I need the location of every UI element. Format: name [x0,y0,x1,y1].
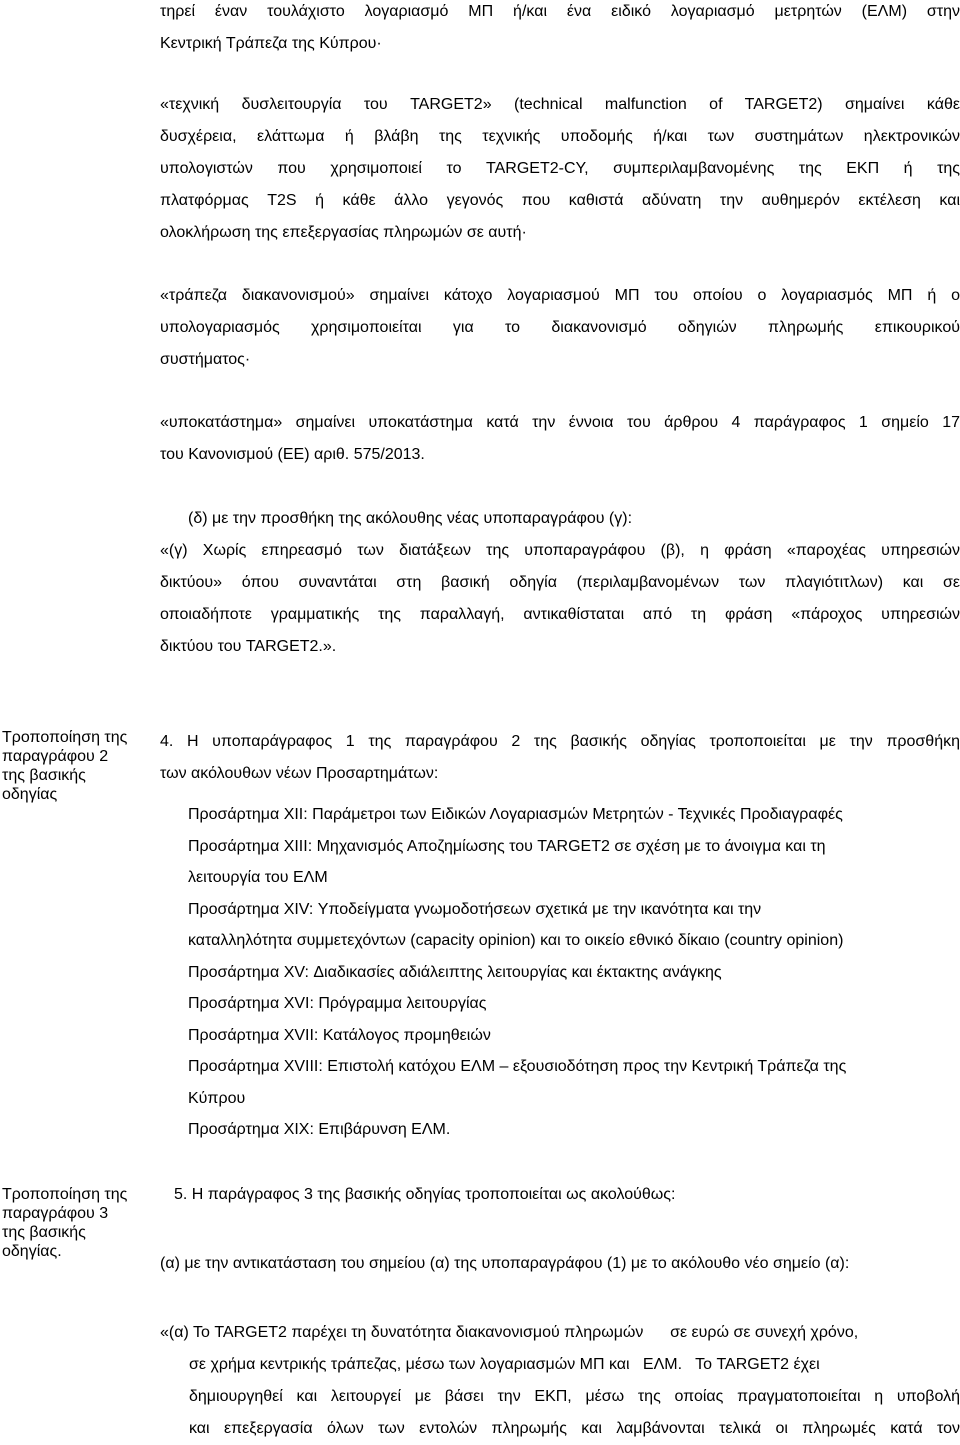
text-line: «τράπεζα διακανονισμού» σημαίνει κάτοχο λογαριασμού ΜΠ του οποίου ο λογαριασμός ΜΠ ή ο [160,287,960,304]
text-line: του Κανονισμού (ΕΕ) αριθ. 575/2013. [160,446,425,463]
appendix-item: Προσάρτημα XIII: Μηχανισμός Αποζημίωσης του TARGET2 σε σχέση με το άνοιγμα και τη [188,837,826,855]
text-line: των ακόλουθων νέων Προσαρτημάτων: [160,765,439,782]
definition-paragraph [160,280,960,376]
appendix-item: Προσάρτημα XIV: Υποδείγματα γνωμοδοτήσεων σχετικά με την ικανότητα και την [188,900,762,918]
definition-paragraph [160,0,960,60]
text-line: σε χρήμα κεντρικής τράπεζας, μέσω των λογαριασμών ΜΠ και ΕΛΜ. Το TARGET2 έχει [189,1356,820,1373]
margin-note-line: οδηγίας [2,786,58,803]
text-line: και επεξεργασία όλων των εντολών πληρωμής και λαμβάνονται τελικά οι πληρωμές κατά τον [189,1420,960,1437]
text-line: 4. Η υποπαράγραφος 1 της παραγράφου 2 της βασικής οδηγίας τροποποιείται με την προσθήκη [160,733,960,750]
appendix-item: Προσάρτημα XVII: Κατάλογος προμηθειών [188,1026,491,1044]
appendix-item: Προσάρτημα XVI: Πρόγραμμα λειτουργίας [188,995,487,1012]
definition-paragraph [160,407,960,471]
text-line: «υποκατάστημα» σημαίνει υποκατάστημα κατά την έννοια του άρθρου 4 παράγραφος 1 σημείο 17 [160,414,960,431]
text-line: «(α) Το TARGET2 παρέχει τη δυνατότητα διακανονισμού πληρωμών σε ευρώ σε συνεχή χρόνο, [160,1324,859,1341]
text-line: δυσχέρεια, ελάττωμα ή βλάβη της τεχνικής υποδομής ή/και των συστημάτων ηλεκτρονικών [160,128,960,145]
point-d-heading [188,503,960,535]
text-line: 5. Η παράγραφος 3 της βασικής οδηγίας τροποποιείται ως ακολούθως: [174,1186,676,1203]
text-line: πλατφόρμας T2S ή κάθε άλλο γεγονός που καθιστά αδύνατη την αυθημερόν εκτέλεση και [160,192,960,209]
margin-note-line: οδηγίας. [2,1243,62,1260]
section-4-text [160,726,960,790]
text-line: «(γ) Χωρίς επηρεασμό των διατάξεων της υποπαραγράφου (β), η φράση «παροχέας υπηρεσιών [160,542,960,559]
appendix-item: Προσάρτημα XVIII: Επιστολή κατόχου ΕΛΜ – εξουσιοδότηση προς την Κεντρική Τράπεζα της [188,1058,847,1075]
appendix-item-continued: καταλληλότητα συμμετεχόντων (capacity opinion) και το οικείο εθνικό δίκαιο (country opinion) [188,932,844,949]
appendix-item-continued: Κύπρου [188,1089,246,1107]
appendix-list [188,799,948,1146]
appendix-item: Προσάρτημα XII: Παράμετροι των Ειδικών Λογαριασμών Μετρητών - Τεχνικές Προδιαγραφές [188,806,843,823]
appendix-item-continued: λειτουργία του ΕΛΜ [188,869,328,886]
section-5-point-a [160,1248,960,1280]
text-line: δικτύου» όπου συναντάται στη βασική οδηγία (περιλαμβανομένων των πλαγιότιτλων) και σε [160,574,960,591]
point-d-quote [160,535,960,663]
text-line: δικτύου του TARGET2.». [160,638,337,655]
text-line: υπολογαριασμός χρησιμοποιείται για το διακανονισμό οδηγιών πληρωμής επικουρικού [160,319,960,336]
margin-note-line: της βασικής [2,767,86,784]
text-line: ολοκλήρωση της επεξεργασίας πληρωμών σε αυτή· [160,224,527,241]
text-line: οποιαδήποτε γραμματικής της παραλλαγή, αντικαθίσταται από τη φράση «πάροχος υπηρεσιών [160,606,960,623]
text-line: (δ) με την προσθήκη της ακόλουθης νέας υποπαραγράφου (γ): [188,510,633,527]
margin-note-line: παραγράφου 2 [2,748,109,765]
margin-note-section-4 [2,728,142,804]
text-line: δημιουργηθεί και λειτουργεί με βάσει την ΕΚΠ, μέσω της οποίας πραγματοποιείται η υποβολή [189,1388,960,1405]
section-5-quote [160,1317,960,1445]
margin-note-line: της βασικής [2,1224,86,1241]
text-line: υπολογιστών που χρησιμοποιεί το TARGET2-CY, συμπεριλαμβανομένης της ΕΚΠ ή της [160,160,960,177]
section-5-heading [174,1179,960,1211]
text-line: «τεχνική δυσλειτουργία του TARGET2» (technical malfunction of TARGET2) σημαίνει κάθε [160,96,960,113]
text-line: (α) με την αντικατάσταση του σημείου (α) της υποπαραγράφου (1) με το ακόλουθο νέο σημείο (α): [160,1255,850,1272]
text-line: συστήματος· [160,351,251,368]
definition-paragraph [160,89,960,249]
appendix-item: Προσάρτημα XIX: Επιβάρυνση ΕΛΜ. [188,1121,451,1138]
margin-note-line: Τροποποίηση της [2,729,128,746]
margin-note-line: Τροποποίηση της [2,1186,128,1203]
text-line: τηρεί έναν τουλάχιστο λογαριασμό ΜΠ ή/και ένα ειδικό λογαριασμό μετρητών (ΕΛΜ) στην [160,3,960,20]
margin-note-section-5 [2,1185,142,1261]
text-line: Κεντρική Τράπεζα της Κύπρου· [160,35,382,52]
margin-note-line: παραγράφου 3 [2,1205,109,1222]
appendix-item: Προσάρτημα XV: Διαδικασίες αδιάλειπτης λειτουργίας και έκτακτης ανάγκης [188,963,722,981]
